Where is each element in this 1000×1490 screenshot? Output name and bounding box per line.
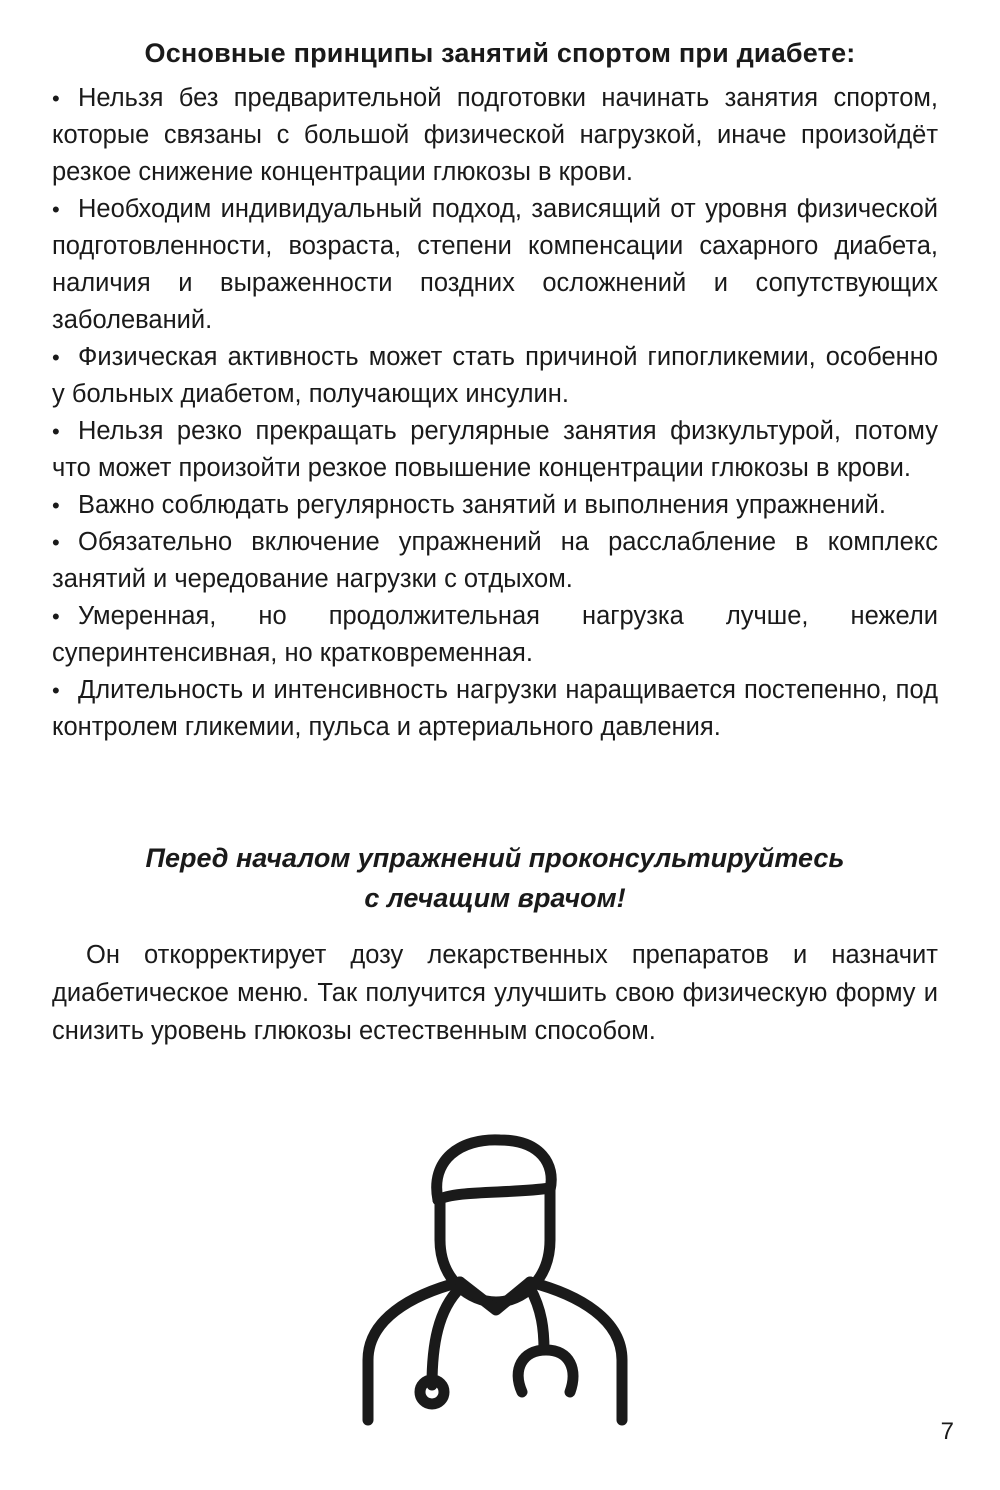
note-line-2: с лечащим врачом! [364,883,626,913]
page-number: 7 [940,1418,954,1445]
list-item: • Нельзя без предварительной подготовки начинать занятия спортом, которые связаны с большой физической нагрузкой, иначе произойдёт резкое снижение концентрации глюкозы в крови. [52,80,938,191]
principles-list [52,80,938,746]
bullet-icon: • [52,493,60,518]
bullet-icon: • [52,530,60,555]
section-heading: Основные принципы занятий спортом при диабете: [144,38,856,68]
bullet-icon: • [52,86,60,111]
doctor-icon [360,1130,630,1430]
consultation-note [0,838,990,918]
bullet-icon: • [52,604,60,629]
list-item: • Важно соблюдать регулярность занятий и выполнения упражнений. [52,487,938,524]
list-item: • Необходим индивидуальный подход, зависящий от уровня физической подготовленности, возраста, степени компенсации сахарного диабета, наличия и выраженности поздних осложнений и сопутствующих заболеваний. [52,191,938,339]
bullet-icon: • [52,345,60,370]
list-item: • Обязательно включение упражнений на расслабление в комплекс занятий и чередование нагрузки с отдыхом. [52,524,938,598]
list-item: • Длительность и интенсивность нагрузки наращивается постепенно, под контролем гликемии, пульса и артериального давления. [52,672,938,746]
list-item: • Умеренная, но продолжительная нагрузка лучше, нежели суперинтенсивная, но кратковременная. [52,598,938,672]
bullet-icon: • [52,197,60,222]
list-item: • Физическая активность может стать причиной гипогликемии, особенно у больных диабетом, получающих инсулин. [52,339,938,413]
note-line-1: Перед началом упражнений проконсультируйтесь [145,843,845,873]
body-paragraph: Он откорректирует дозу лекарственных препаратов и назначит диабетическое меню. Так получится улучшить свою физическую форму и снизить уровень глюкозы естественным способом. [52,941,938,1045]
bullet-icon: • [52,678,60,703]
bullet-icon: • [52,419,60,444]
list-item: • Нельзя резко прекращать регулярные занятия физкультурой, потому что может произойти резкое повышение концентрации глюкозы в крови. [52,413,938,487]
